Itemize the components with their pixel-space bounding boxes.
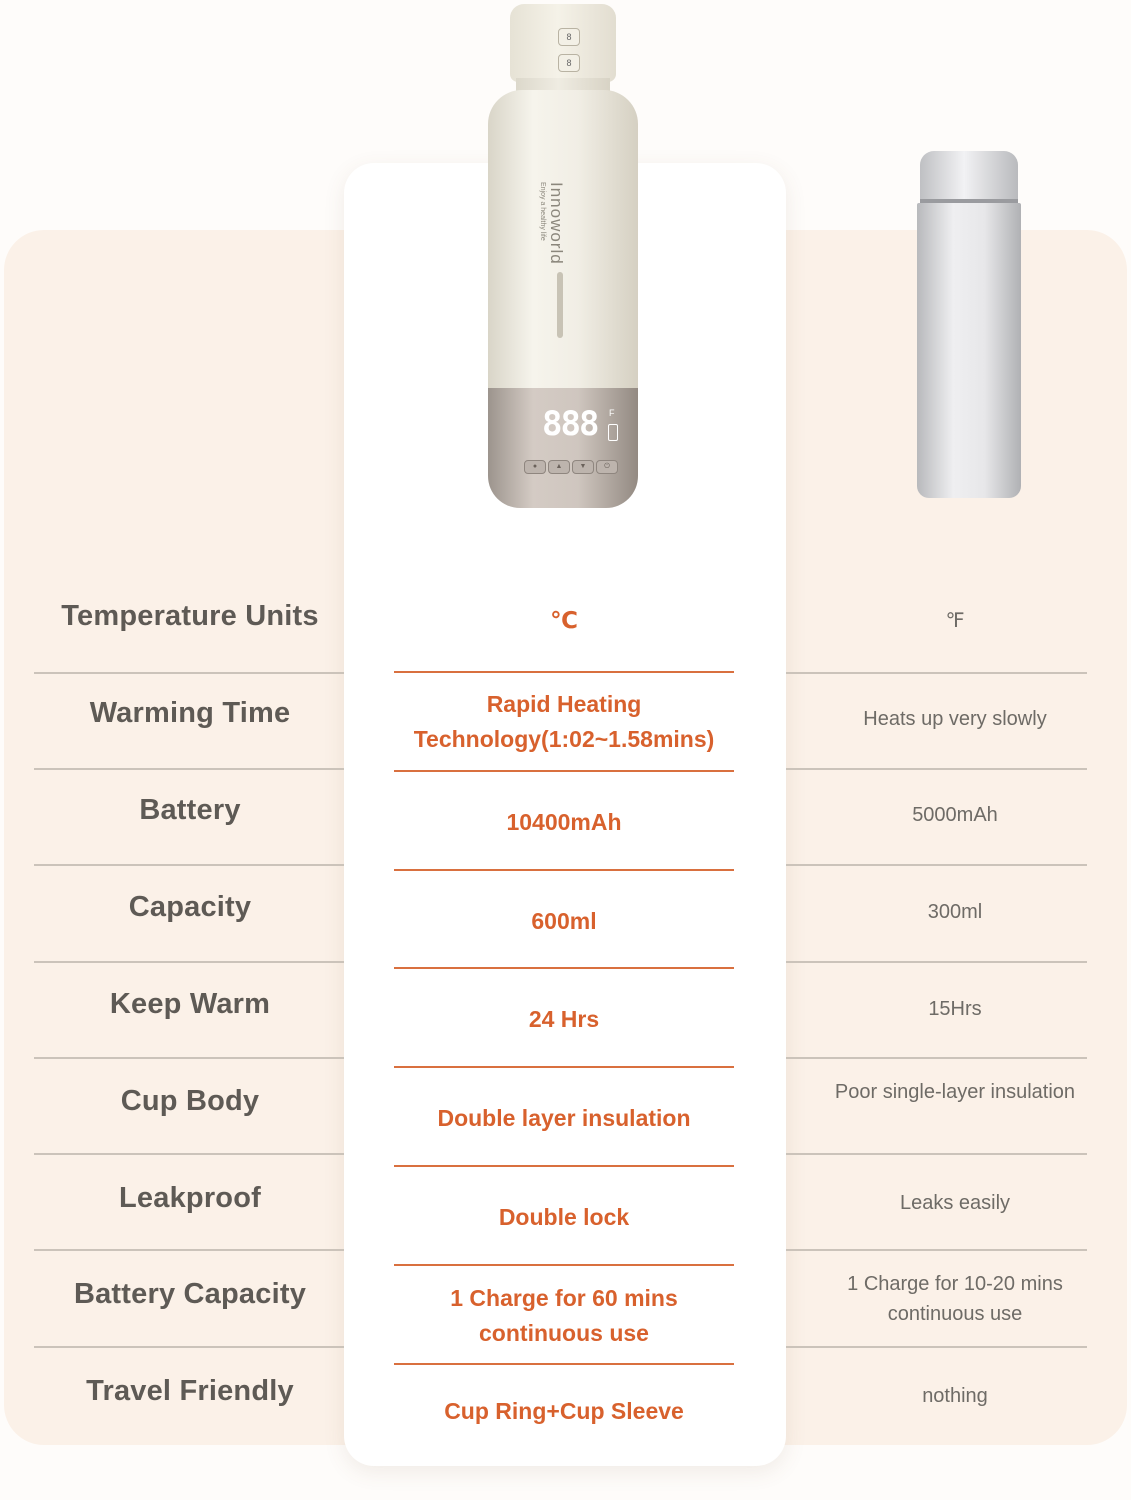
row-divider (786, 768, 1087, 770)
brand-tagline: Enjoy a healthy life (539, 182, 546, 241)
competitor-value: 5000mAh (912, 804, 998, 826)
our-value: ℃ (550, 607, 578, 633)
our-value: 1 Charge for 60 mins continuous use (450, 1285, 678, 1346)
row-divider-accent (394, 671, 734, 673)
bottle-indicator-slot (557, 272, 563, 338)
feature-label: Travel Friendly (86, 1375, 294, 1407)
featured-bottle-image (488, 4, 638, 508)
row-divider (786, 1057, 1087, 1059)
feature-label: Capacity (128, 891, 252, 923)
competitor-bottle-image (917, 151, 1021, 498)
row-divider-accent (394, 869, 734, 871)
row-divider (34, 1346, 344, 1348)
row-divider (34, 1249, 344, 1251)
competitor-value: 15Hrs (928, 998, 982, 1020)
row-divider (786, 961, 1087, 963)
row-divider-accent (394, 1264, 734, 1266)
display-unit: F (609, 408, 615, 418)
our-value: Rapid Heating Technology(1:02~1.58mins) (413, 691, 715, 752)
row-divider (786, 1249, 1087, 1251)
row-divider (786, 1153, 1087, 1155)
our-value: Double lock (498, 1204, 630, 1230)
down-arrow-icon: ▼ (572, 460, 594, 474)
feature-label: Battery Capacity (73, 1278, 307, 1310)
competitor-value: 300ml (927, 901, 983, 923)
row-divider-accent (394, 967, 734, 969)
row-divider (34, 768, 344, 770)
our-value: 10400mAh (506, 809, 622, 835)
battery-icon (608, 424, 618, 441)
feature-label: Leakproof (119, 1182, 261, 1214)
temperature-display: 888 (542, 404, 598, 444)
row-divider-accent (394, 770, 734, 772)
competitor-value: Leaks easily (899, 1192, 1011, 1214)
bottle-base (488, 388, 638, 508)
row-divider-accent (394, 1165, 734, 1167)
our-value: 24 Hrs (528, 1006, 600, 1032)
competitor-value: 1 Charge for 10-20 mins continuous use (847, 1273, 1063, 1325)
competitor-value: Heats up very slowly (863, 708, 1047, 730)
lid-button-top: 8 (558, 28, 580, 46)
competitor-value: Poor single-layer insulation (834, 1081, 1076, 1103)
competitor-value: nothing (922, 1385, 988, 1407)
our-value: Cup Ring+Cup Sleeve (444, 1398, 684, 1424)
competitor-bottle-body (917, 203, 1021, 498)
row-divider (786, 672, 1087, 674)
feature-label: Battery (139, 794, 241, 826)
competitor-value: ℉ (945, 610, 965, 632)
row-divider (34, 672, 344, 674)
lock-icon: ● (524, 460, 546, 474)
our-value: 600ml (531, 908, 597, 934)
feature-label: Keep Warm (109, 988, 271, 1020)
feature-label: Temperature Units (61, 600, 319, 632)
brand-name: Innoworld (547, 182, 566, 265)
row-divider (34, 1057, 344, 1059)
up-arrow-icon: ▲ (548, 460, 570, 474)
row-divider-accent (394, 1066, 734, 1068)
power-icon: ⏻ (596, 460, 618, 474)
row-divider (34, 864, 344, 866)
competitor-bottle-cap (920, 151, 1018, 203)
row-divider (34, 1153, 344, 1155)
row-divider (786, 864, 1087, 866)
our-value: Double layer insulation (437, 1105, 691, 1131)
row-divider (34, 961, 344, 963)
feature-label: Cup Body (120, 1085, 260, 1117)
row-divider (786, 1346, 1087, 1348)
feature-label: Warming Time (89, 697, 291, 729)
lid-button-bottom: 8 (558, 54, 580, 72)
row-divider-accent (394, 1363, 734, 1365)
